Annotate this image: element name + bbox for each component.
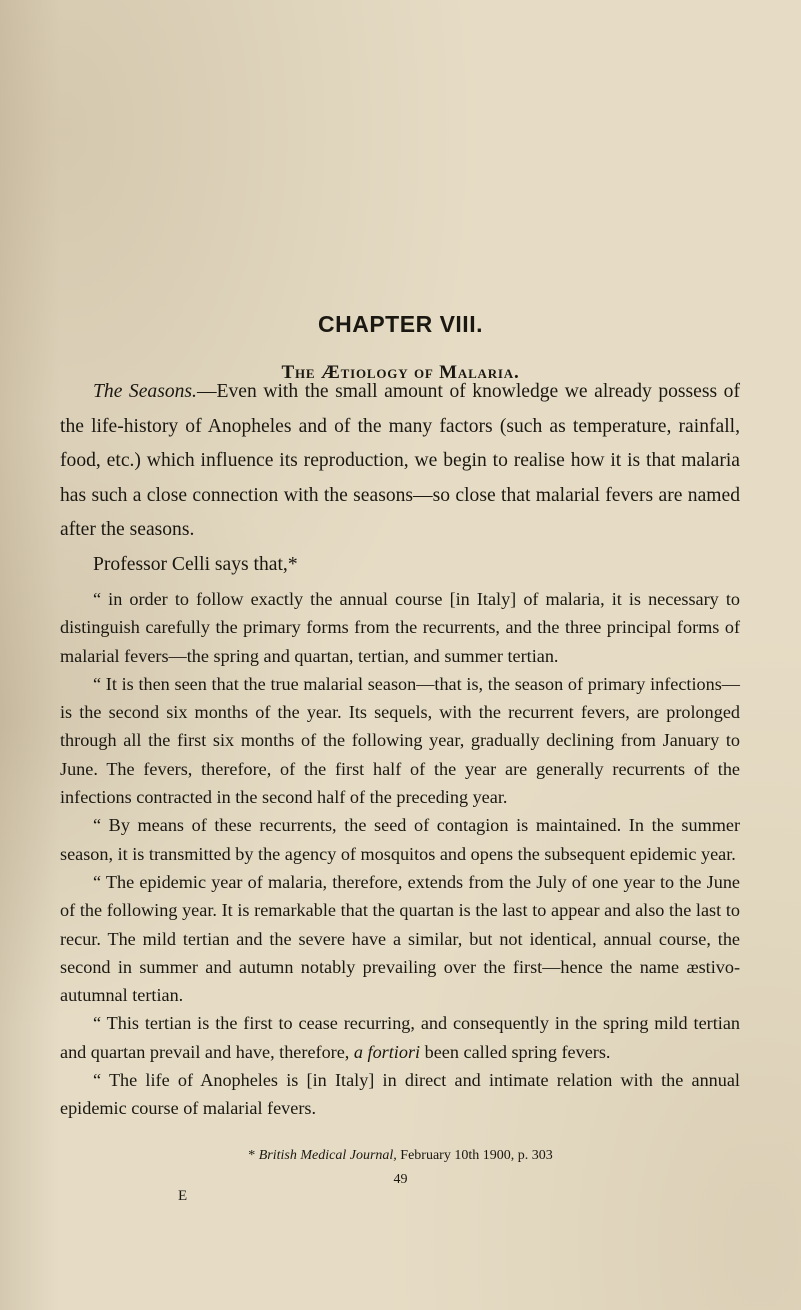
- signature-mark: E: [178, 1188, 188, 1204]
- quote-paragraph: [60, 1009, 740, 1066]
- quote-paragraph: “ The life of Anopheles is [in Italy] in direct and intimate relation with the annual epidemic course of malarial fevers.: [60, 1070, 740, 1119]
- chapter-title: The Ætiology of Malaria.: [281, 362, 520, 383]
- quote-paragraph: “ The epidemic year of malaria, therefore, extends from the July of one year to the June of the following year. It is remarkable that the quartan is the last to appear and also the last to recur. The mild tertian and the severe have a similar, but not identical, annual course, the second in summer and autumn notably prevailing over the first—hence the name æstivo-autumnal tertian.: [60, 871, 740, 1006]
- quote-text: “ This tertian is the first to cease recurring, and consequently in the spring mild tertian and quartan prevail and have, therefore,: [60, 1013, 740, 1062]
- section-intro: [60, 375, 740, 583]
- chapter-heading: CHAPTER VIII.: [318, 311, 483, 337]
- celli-quotation: [60, 585, 740, 1123]
- page-number: 49: [393, 1172, 408, 1187]
- section-run-in-heading: The Seasons.: [93, 381, 197, 402]
- footnote-publication: British Medical Journal,: [258, 1148, 397, 1163]
- footnote: [0, 1148, 801, 1164]
- quote-paragraph: “ It is then seen that the true malarial season—that is, the season of primary infections—is the second six months of the year. Its sequels, with the recurrent fevers, are prolonged through all the first six months of the following year, gradually declining from January to June. The fevers, therefore, of the first half of the year are generally recurrents of the infections contracted in the second half of the preceding year.: [60, 673, 740, 808]
- quote-italic-phrase: a fortiori: [353, 1041, 421, 1062]
- footnote-details: February 10th 1900, p. 303: [396, 1148, 553, 1163]
- footnote-marker: *: [248, 1148, 259, 1163]
- quote-paragraph: “ in order to follow exactly the annual course [in Italy] of malaria, it is necessary to distinguish carefully the primary forms from the recurrents, and the three principal forms of malarial fevers—the spring and quartan, tertian, and summer tertian.: [60, 589, 740, 666]
- quote-paragraph: “ By means of these recurrents, the seed of contagion is maintained. In the summer season, it is transmitted by the agency of mosquitos and opens the subsequent epidemic year.: [60, 815, 740, 864]
- paragraph-seasons: [60, 375, 740, 548]
- quote-text: been called spring fevers.: [420, 1041, 611, 1062]
- paragraph-celli: Professor Celli says that,*: [93, 553, 298, 575]
- paragraph-seasons-text: —Even with the small amount of knowledge we already possess of the life-history of Anopheles and of the many factors (such as temperature, rainfall, food, etc.) which influence its reproduction, we begin to realise how it is that malaria has such a close connection with the seasons—so close that malarial fevers are named after the seasons.: [60, 381, 740, 541]
